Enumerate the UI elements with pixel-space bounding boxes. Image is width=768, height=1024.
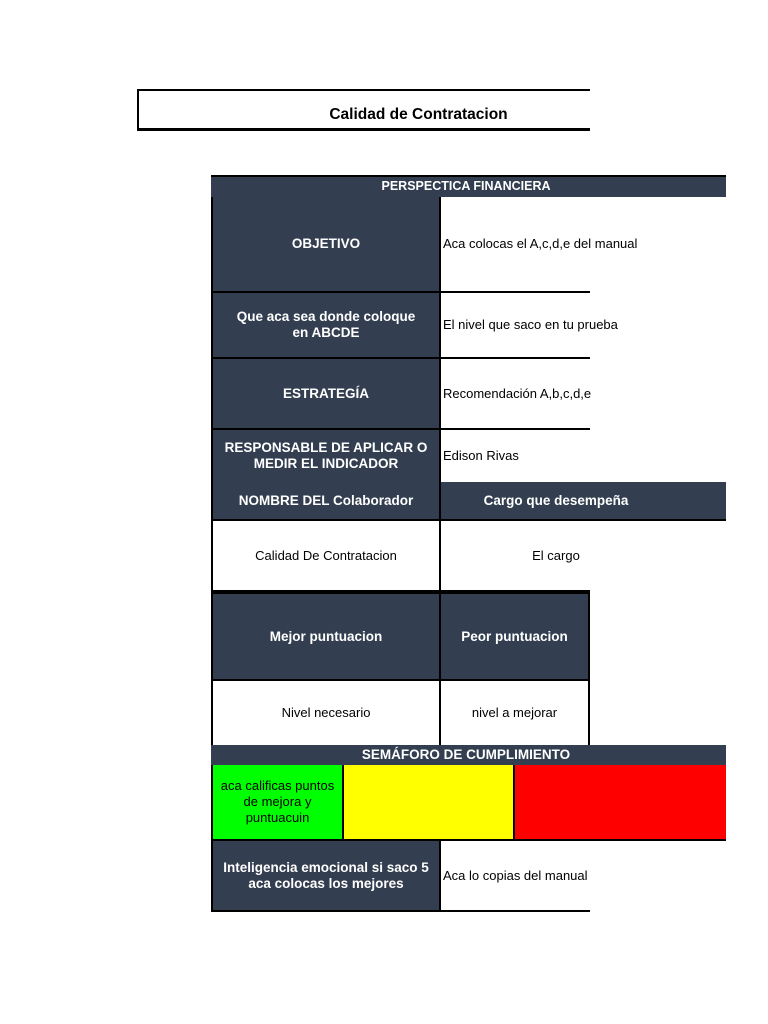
semaforo-yellow bbox=[344, 765, 515, 841]
semaforo-red bbox=[515, 765, 726, 841]
emotional-value: Aca lo copias del manual bbox=[441, 841, 590, 912]
row-label-responsable: RESPONSABLE DE APLICAR O MEDIR EL INDICADOR bbox=[211, 430, 441, 482]
semaforo-green: aca calificas puntos de mejora y puntuacuin bbox=[211, 765, 344, 841]
col-value-cargo-clip bbox=[441, 521, 590, 592]
perspective-header: PERSPECTICA FINANCIERA bbox=[381, 179, 551, 193]
row-value-objetivo: Aca colocas el A,c,d,e del manual bbox=[441, 197, 590, 293]
row-value-estrategia: Recomendación A,b,c,d,e bbox=[441, 359, 590, 430]
score-header-worst: Peor puntuacion bbox=[441, 592, 590, 681]
col-header-cargo: Cargo que desempeña bbox=[483, 492, 629, 508]
col-header-cargo-clip bbox=[441, 482, 629, 519]
semaforo-header: SEMÁFORO DE CUMPLIMIENTO bbox=[361, 747, 571, 762]
row-value-abcde: El nivel que saco en tu prueba bbox=[441, 293, 590, 359]
emotional-label: Inteligencia emocional si saco 5 aca colocas los mejores bbox=[211, 841, 441, 912]
row-label-abcde: Que aca sea donde coloque en ABCDE bbox=[211, 293, 441, 359]
row-label-objetivo: OBJETIVO bbox=[211, 197, 441, 293]
score-value-best: Nivel necesario bbox=[211, 681, 441, 745]
document-title: Calidad de Contratacion bbox=[329, 106, 508, 123]
col-value-nombre: Calidad De Contratacion bbox=[211, 521, 441, 592]
row-label-estrategia: ESTRATEGÍA bbox=[211, 359, 441, 430]
col-value-cargo: El cargo bbox=[532, 547, 580, 563]
score-value-worst: nivel a mejorar bbox=[441, 681, 590, 745]
col-header-nombre: NOMBRE DEL Colaborador bbox=[211, 482, 441, 521]
row-value-responsable: Edison Rivas bbox=[441, 430, 590, 482]
score-header-best: Mejor puntuacion bbox=[211, 592, 441, 681]
